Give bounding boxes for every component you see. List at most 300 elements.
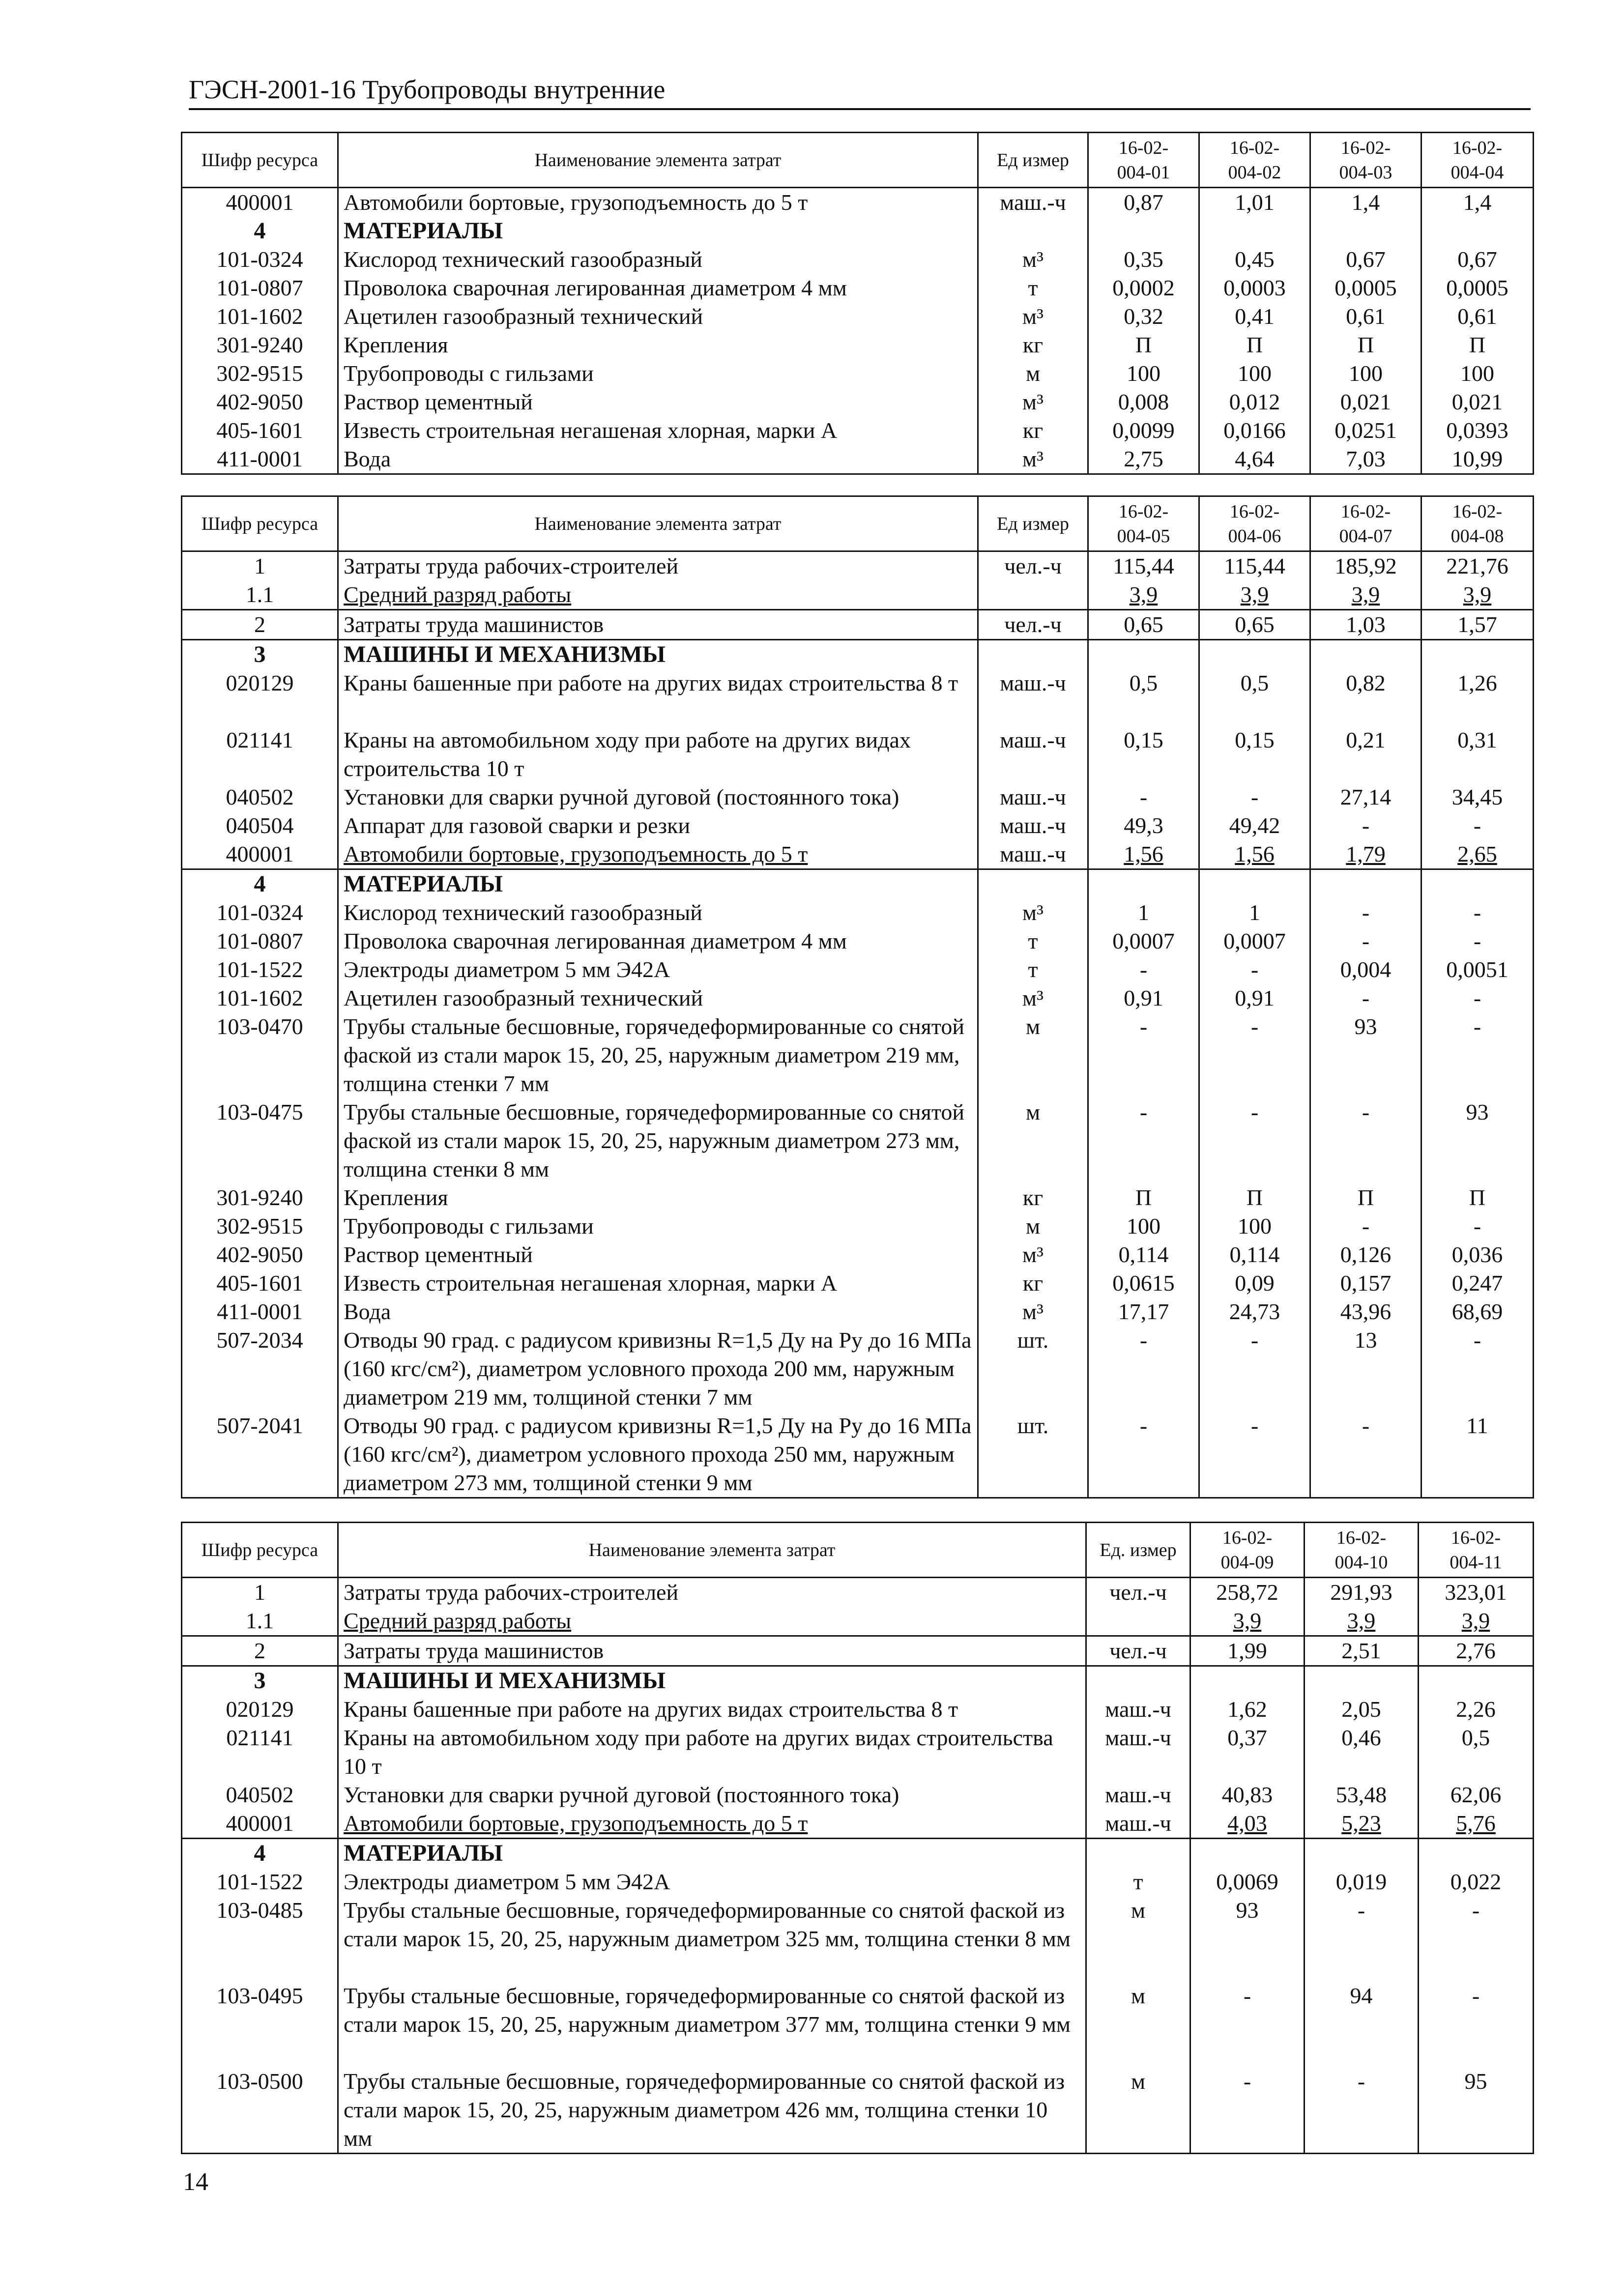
table-row	[182, 274, 1534, 302]
unit-cell: чел.-ч	[1086, 1636, 1190, 1666]
norm-value: 0,67	[1421, 245, 1534, 274]
unit-cell: м³	[978, 984, 1088, 1012]
table-row	[182, 726, 1534, 783]
norm-value: 0,019	[1305, 1868, 1419, 1896]
norm-value: П	[1088, 331, 1199, 359]
table-row	[182, 1578, 1534, 1607]
resource-code: 2	[182, 1636, 338, 1666]
resource-code: 101-0807	[182, 927, 338, 955]
norm-value: 3,9	[1421, 580, 1534, 610]
norm-value: 100	[1199, 1212, 1310, 1240]
norm-value: -	[1088, 1326, 1199, 1412]
table-row	[182, 811, 1534, 840]
resource-name: Ацетилен газообразный технический	[338, 984, 978, 1012]
resource-code: 411-0001	[182, 1298, 338, 1326]
resource-code: 020129	[182, 669, 338, 726]
col-header-norm: 16-02- 004-06	[1199, 496, 1310, 551]
unit-cell	[978, 640, 1088, 669]
resource-code: 2	[182, 610, 338, 640]
norm-value	[1088, 217, 1199, 245]
norm-value: 68,69	[1421, 1298, 1534, 1326]
table-row	[182, 416, 1534, 445]
resource-code: 1	[182, 1578, 338, 1607]
unit-cell: м	[1086, 1896, 1190, 1982]
norm-value	[1421, 640, 1534, 669]
resource-code: 103-0500	[182, 2067, 338, 2154]
norm-value	[1190, 1839, 1305, 1868]
norm-value: 100	[1088, 359, 1199, 388]
resource-name: Затраты труда машинистов	[338, 1636, 1086, 1666]
col-header-unit: Ед. измер	[1086, 1523, 1190, 1578]
col-header-norm: 16-02- 004-01	[1088, 133, 1199, 188]
norm-value: 3,9	[1190, 1607, 1305, 1636]
norm-value: -	[1421, 927, 1534, 955]
norm-value	[1305, 1839, 1419, 1868]
norm-value	[1310, 640, 1421, 669]
norm-value: 100	[1421, 359, 1534, 388]
norm-value: -	[1419, 1896, 1534, 1982]
resource-name: Отводы 90 град. с радиусом кривизны R=1,5 Ду на Ру до 16 МПа (160 кгс/см²), диаметром условного прохода 250 мм, наружным диаметром 273 мм, толщиной стенки 9 мм	[338, 1412, 978, 1498]
resource-name: Проволока сварочная легированная диаметром 4 мм	[338, 927, 978, 955]
norm-value: 0,45	[1199, 245, 1310, 274]
norm-value	[1419, 1666, 1534, 1696]
norm-value: 0,91	[1199, 984, 1310, 1012]
norm-value: 0,61	[1310, 302, 1421, 331]
col-header-norm: 16-02- 004-10	[1305, 1523, 1419, 1578]
norm-value: 100	[1199, 359, 1310, 388]
resource-name: Крепления	[338, 331, 978, 359]
norm-value: 2,26	[1419, 1695, 1534, 1724]
norm-value	[1310, 869, 1421, 899]
norm-value: 34,45	[1421, 783, 1534, 811]
norm-value: 1,4	[1421, 188, 1534, 217]
norm-value: П	[1310, 1183, 1421, 1212]
norm-value: -	[1310, 927, 1421, 955]
table-row	[182, 1412, 1534, 1498]
unit-cell: шт.	[978, 1412, 1088, 1498]
norm-value: 1,56	[1199, 840, 1310, 869]
resource-code: 1.1	[182, 1607, 338, 1636]
norm-value: 27,14	[1310, 783, 1421, 811]
resource-code: 4	[182, 217, 338, 245]
resource-name: Крепления	[338, 1183, 978, 1212]
norm-value: 1,99	[1190, 1636, 1305, 1666]
norm-value	[1199, 869, 1310, 899]
unit-cell	[1086, 1666, 1190, 1696]
norm-value: -	[1305, 1896, 1419, 1982]
norm-value	[1305, 1666, 1419, 1696]
resource-code: 1.1	[182, 580, 338, 610]
norm-value: 0,114	[1199, 1240, 1310, 1269]
col-header-norm: 16-02- 004-07	[1310, 496, 1421, 551]
norm-value: 0,0003	[1199, 274, 1310, 302]
norm-value: 1	[1199, 898, 1310, 927]
table-row	[182, 551, 1534, 581]
norm-value: 7,03	[1310, 445, 1421, 474]
norm-value: 13	[1310, 1326, 1421, 1412]
resource-name: Отводы 90 град. с радиусом кривизны R=1,5 Ду на Ру до 16 МПа (160 кгс/см²), диаметром условного прохода 200 мм, наружным диаметром 219 мм, толщиной стенки 7 мм	[338, 1326, 978, 1412]
norm-value: 11	[1421, 1412, 1534, 1498]
norm-value: 1,4	[1310, 188, 1421, 217]
table-row	[182, 445, 1534, 474]
norm-value: 0,31	[1421, 726, 1534, 783]
resource-code: 101-0324	[182, 245, 338, 274]
col-header-unit: Ед измер	[978, 496, 1088, 551]
resource-name: Автомобили бортовые, грузоподъемность до 5 т	[338, 840, 978, 869]
unit-cell	[1086, 1839, 1190, 1868]
table-row	[182, 783, 1534, 811]
table-row	[182, 1326, 1534, 1412]
norm-value: 0,0615	[1088, 1269, 1199, 1298]
resource-name: Трубы стальные бесшовные, горячедеформированные со снятой фаской из стали марок 15, 20, 25, наружным диаметром 325 мм, толщина стенки 8 мм	[338, 1896, 1086, 1982]
norm-value: 0,126	[1310, 1240, 1421, 1269]
unit-cell: м	[978, 1012, 1088, 1098]
resource-name: Автомобили бортовые, грузоподъемность до 5 т	[338, 1809, 1086, 1839]
resource-name: Краны на автомобильном ходу при работе на других видах строительства 10 т	[338, 726, 978, 783]
unit-cell: м³	[978, 1298, 1088, 1326]
norm-value: 0,46	[1305, 1724, 1419, 1781]
norm-value: 1,03	[1310, 610, 1421, 640]
resource-name: Раствор цементный	[338, 1240, 978, 1269]
resource-code: 103-0485	[182, 1896, 338, 1982]
norm-value: 115,44	[1199, 551, 1310, 581]
resource-code: 402-9050	[182, 388, 338, 416]
norm-value: 0,91	[1088, 984, 1199, 1012]
norm-value: 5,23	[1305, 1809, 1419, 1839]
col-header-unit: Ед измер	[978, 133, 1088, 188]
col-header-norm: 16-02- 004-02	[1199, 133, 1310, 188]
unit-cell: м³	[978, 1240, 1088, 1269]
norm-value: 2,05	[1305, 1695, 1419, 1724]
norm-value: 2,65	[1421, 840, 1534, 869]
table-row	[182, 388, 1534, 416]
table-row	[182, 1982, 1534, 2067]
table-row	[182, 302, 1534, 331]
norm-value: 0,0069	[1190, 1868, 1305, 1896]
resource-code: 040502	[182, 783, 338, 811]
unit-cell: маш.-ч	[978, 726, 1088, 783]
norm-value: 49,42	[1199, 811, 1310, 840]
resource-name: МАТЕРИАЛЫ	[338, 1839, 1086, 1868]
norm-value: -	[1190, 2067, 1305, 2154]
resource-name: Известь строительная негашеная хлорная, марки А	[338, 1269, 978, 1298]
unit-cell: м³	[978, 445, 1088, 474]
unit-cell: маш.-ч	[1086, 1695, 1190, 1724]
unit-cell: кг	[978, 331, 1088, 359]
resource-name: Ацетилен газообразный технический	[338, 302, 978, 331]
table-row	[182, 1809, 1534, 1839]
norm-value: 0,008	[1088, 388, 1199, 416]
resource-code: 4	[182, 869, 338, 899]
resource-name: Средний разряд работы	[338, 1607, 1086, 1636]
norm-value: 49,3	[1088, 811, 1199, 840]
table-row	[182, 1269, 1534, 1298]
norm-value: 0,021	[1421, 388, 1534, 416]
col-header-norm: 16-02- 004-08	[1421, 496, 1534, 551]
norm-value: 94	[1305, 1982, 1419, 2067]
unit-cell: м³	[978, 245, 1088, 274]
norm-value: 24,73	[1199, 1298, 1310, 1326]
norm-value	[1421, 869, 1534, 899]
unit-cell: маш.-ч	[978, 669, 1088, 726]
norm-value: 93	[1421, 1098, 1534, 1183]
norm-value: П	[1310, 331, 1421, 359]
table-row	[182, 580, 1534, 610]
norm-value: 0,004	[1310, 955, 1421, 984]
table-row	[182, 840, 1534, 869]
resource-name: Вода	[338, 445, 978, 474]
resource-code: 3	[182, 1666, 338, 1696]
norm-value: -	[1421, 811, 1534, 840]
norm-value: 291,93	[1305, 1578, 1419, 1607]
norm-value	[1419, 1839, 1534, 1868]
resource-name: Проволока сварочная легированная диаметром 4 мм	[338, 274, 978, 302]
norm-value: 0,5	[1199, 669, 1310, 726]
page-number: 14	[183, 2168, 208, 2196]
norm-value: 1,26	[1421, 669, 1534, 726]
resource-name: Затраты труда машинистов	[338, 610, 978, 640]
resource-name: Трубы стальные бесшовные, горячедеформированные со снятой фаской из стали марок 15, 20, 25, наружным диаметром 377 мм, толщина стенки 9 мм	[338, 1982, 1086, 2067]
table-row	[182, 1212, 1534, 1240]
norm-value: 258,72	[1190, 1578, 1305, 1607]
page-header: ГЭСН-2001-16 Трубопроводы внутренние	[189, 74, 1531, 110]
section-row	[182, 1839, 1534, 1868]
unit-cell: маш.-ч	[1086, 1809, 1190, 1839]
norm-value: 0,0005	[1421, 274, 1534, 302]
norm-value: 0,157	[1310, 1269, 1421, 1298]
norm-value	[1088, 640, 1199, 669]
resource-name: Аппарат для газовой сварки и резки	[338, 811, 978, 840]
col-header-name: Наименование элемента затрат	[338, 133, 978, 188]
norm-value: 4,03	[1190, 1809, 1305, 1839]
unit-cell: маш.-ч	[978, 783, 1088, 811]
norm-value: 62,06	[1419, 1781, 1534, 1809]
resource-name: Кислород технический газообразный	[338, 898, 978, 927]
norm-value: 0,65	[1088, 610, 1199, 640]
norm-value: 0,0007	[1199, 927, 1310, 955]
unit-cell: м³	[978, 302, 1088, 331]
norm-value: 1,79	[1310, 840, 1421, 869]
resource-code: 101-0807	[182, 274, 338, 302]
resource-code: 405-1601	[182, 1269, 338, 1298]
norm-value: 100	[1310, 359, 1421, 388]
norm-value: 4,64	[1199, 445, 1310, 474]
resource-name: Раствор цементный	[338, 388, 978, 416]
resource-name: МАШИНЫ И МЕХАНИЗМЫ	[338, 1666, 1086, 1696]
resource-name: Затраты труда рабочих-строителей	[338, 551, 978, 581]
unit-cell	[978, 217, 1088, 245]
resource-code: 020129	[182, 1695, 338, 1724]
resource-code: 021141	[182, 726, 338, 783]
norm-value: 0,0051	[1421, 955, 1534, 984]
resource-code: 400001	[182, 188, 338, 217]
norm-value: 0,021	[1310, 388, 1421, 416]
section-row	[182, 640, 1534, 669]
table-row	[182, 955, 1534, 984]
norm-value: 1,01	[1199, 188, 1310, 217]
table-row	[182, 188, 1534, 217]
norm-value: 0,0393	[1421, 416, 1534, 445]
resource-code: 3	[182, 640, 338, 669]
resource-name: Кислород технический газообразный	[338, 245, 978, 274]
resource-code: 400001	[182, 1809, 338, 1839]
col-header-norm: 16-02- 004-05	[1088, 496, 1199, 551]
unit-cell: м³	[978, 898, 1088, 927]
col-header-norm: 16-02- 004-04	[1421, 133, 1534, 188]
resource-code: 302-9515	[182, 1212, 338, 1240]
resource-code: 101-1602	[182, 302, 338, 331]
norm-value: -	[1310, 811, 1421, 840]
resource-name: МАТЕРИАЛЫ	[338, 217, 978, 245]
norm-value: 3,9	[1310, 580, 1421, 610]
resource-name: Трубопроводы с гильзами	[338, 359, 978, 388]
norm-value: -	[1199, 783, 1310, 811]
norm-value: 323,01	[1419, 1578, 1534, 1607]
norm-value: 0,114	[1088, 1240, 1199, 1269]
norm-value: -	[1088, 1012, 1199, 1098]
table-row	[182, 1183, 1534, 1212]
norm-value: 1	[1088, 898, 1199, 927]
table-row	[182, 1896, 1534, 1982]
norm-value: 10,99	[1421, 445, 1534, 474]
resource-code: 101-1522	[182, 1868, 338, 1896]
resource-code: 1	[182, 551, 338, 581]
norm-value: -	[1310, 898, 1421, 927]
resource-code: 103-0495	[182, 1982, 338, 2067]
norm-value: -	[1305, 2067, 1419, 2154]
table-row	[182, 1695, 1534, 1724]
unit-cell	[1086, 1607, 1190, 1636]
norm-value: -	[1310, 1098, 1421, 1183]
resource-code: 021141	[182, 1724, 338, 1781]
table-row	[182, 1240, 1534, 1269]
col-header-code: Шифр ресурса	[182, 496, 338, 551]
unit-cell: маш.-ч	[978, 811, 1088, 840]
table-row	[182, 331, 1534, 359]
norm-value: 0,0099	[1088, 416, 1199, 445]
norm-value: 0,37	[1190, 1724, 1305, 1781]
table-row	[182, 2067, 1534, 2154]
unit-cell: маш.-ч	[1086, 1724, 1190, 1781]
norm-value: -	[1190, 1982, 1305, 2067]
unit-cell: м	[1086, 2067, 1190, 2154]
norm-value: 2,76	[1419, 1636, 1534, 1666]
resource-code: 4	[182, 1839, 338, 1868]
col-header-code: Шифр ресурса	[182, 1523, 338, 1578]
resource-name: Трубы стальные бесшовные, горячедеформированные со снятой фаской из стали марок 15, 20, 25, наружным диаметром 426 мм, толщина стенки 10 мм	[338, 2067, 1086, 2154]
resource-name: Средний разряд работы	[338, 580, 978, 610]
unit-cell: м	[978, 1098, 1088, 1183]
resource-name: Электроды диаметром 5 мм Э42А	[338, 955, 978, 984]
norm-value: -	[1421, 1212, 1534, 1240]
norm-value: -	[1310, 1212, 1421, 1240]
norm-value: 0,0251	[1310, 416, 1421, 445]
resource-code: 301-9240	[182, 331, 338, 359]
norm-value: П	[1199, 331, 1310, 359]
resource-code: 103-0475	[182, 1098, 338, 1183]
norm-value: -	[1310, 984, 1421, 1012]
unit-cell: м³	[978, 388, 1088, 416]
resource-name: Автомобили бортовые, грузоподъемность до 5 т	[338, 188, 978, 217]
unit-cell: т	[978, 274, 1088, 302]
table-row	[182, 1724, 1534, 1781]
resource-name: Установки для сварки ручной дуговой (постоянного тока)	[338, 1781, 1086, 1809]
col-header-norm: 16-02- 004-09	[1190, 1523, 1305, 1578]
norm-value: 115,44	[1088, 551, 1199, 581]
table-row	[182, 245, 1534, 274]
norm-value: 0,15	[1088, 726, 1199, 783]
resource-name: Электроды диаметром 5 мм Э42А	[338, 1868, 1086, 1896]
norm-value: 93	[1310, 1012, 1421, 1098]
norm-value: 0,87	[1088, 188, 1199, 217]
norm-value	[1199, 640, 1310, 669]
resource-name: Вода	[338, 1298, 978, 1326]
norm-value: 2,75	[1088, 445, 1199, 474]
table-row	[182, 1098, 1534, 1183]
norm-value: -	[1421, 1012, 1534, 1098]
norm-value: 0,012	[1199, 388, 1310, 416]
norm-value: 0,0002	[1088, 274, 1199, 302]
resource-name: Трубопроводы с гильзами	[338, 1212, 978, 1240]
norm-value: 1,57	[1421, 610, 1534, 640]
table-row	[182, 927, 1534, 955]
resource-table-2	[181, 495, 1534, 1499]
resource-code: 507-2034	[182, 1326, 338, 1412]
norm-value: 3,9	[1088, 580, 1199, 610]
norm-value: 0,036	[1421, 1240, 1534, 1269]
norm-value: -	[1421, 984, 1534, 1012]
col-header-code: Шифр ресурса	[182, 133, 338, 188]
norm-value: 0,35	[1088, 245, 1199, 274]
resource-name: МАШИНЫ И МЕХАНИЗМЫ	[338, 640, 978, 669]
section-row	[182, 217, 1534, 245]
norm-value: 93	[1190, 1896, 1305, 1982]
norm-value: -	[1088, 1412, 1199, 1498]
col-header-name: Наименование элемента затрат	[338, 496, 978, 551]
unit-cell: кг	[978, 1183, 1088, 1212]
resource-name: МАТЕРИАЛЫ	[338, 869, 978, 899]
resource-name: Трубы стальные бесшовные, горячедеформированные со снятой фаской из стали марок 15, 20, 25, наружным диаметром 219 мм, толщина стенки 7 мм	[338, 1012, 978, 1098]
norm-value	[1310, 217, 1421, 245]
section-row	[182, 869, 1534, 899]
col-header-norm: 16-02- 004-11	[1419, 1523, 1534, 1578]
norm-value: 17,17	[1088, 1298, 1199, 1326]
norm-value: -	[1088, 1098, 1199, 1183]
norm-value: П	[1088, 1183, 1199, 1212]
table-row	[182, 1298, 1534, 1326]
norm-value: 40,83	[1190, 1781, 1305, 1809]
norm-value	[1088, 869, 1199, 899]
norm-value: 0,61	[1421, 302, 1534, 331]
norm-value: 0,82	[1310, 669, 1421, 726]
resource-code: 302-9515	[182, 359, 338, 388]
norm-value: -	[1419, 1982, 1534, 2067]
resource-code: 405-1601	[182, 416, 338, 445]
norm-value: -	[1199, 955, 1310, 984]
resource-code: 040502	[182, 1781, 338, 1809]
norm-value: 0,09	[1199, 1269, 1310, 1298]
norm-value: 0,21	[1310, 726, 1421, 783]
norm-value: 221,76	[1421, 551, 1534, 581]
unit-cell: т	[978, 927, 1088, 955]
resource-name: Затраты труда рабочих-строителей	[338, 1578, 1086, 1607]
resource-code: 507-2041	[182, 1412, 338, 1498]
table-row	[182, 1607, 1534, 1636]
norm-value: -	[1199, 1412, 1310, 1498]
unit-cell: чел.-ч	[978, 551, 1088, 581]
table-row	[182, 669, 1534, 726]
unit-cell	[978, 869, 1088, 899]
